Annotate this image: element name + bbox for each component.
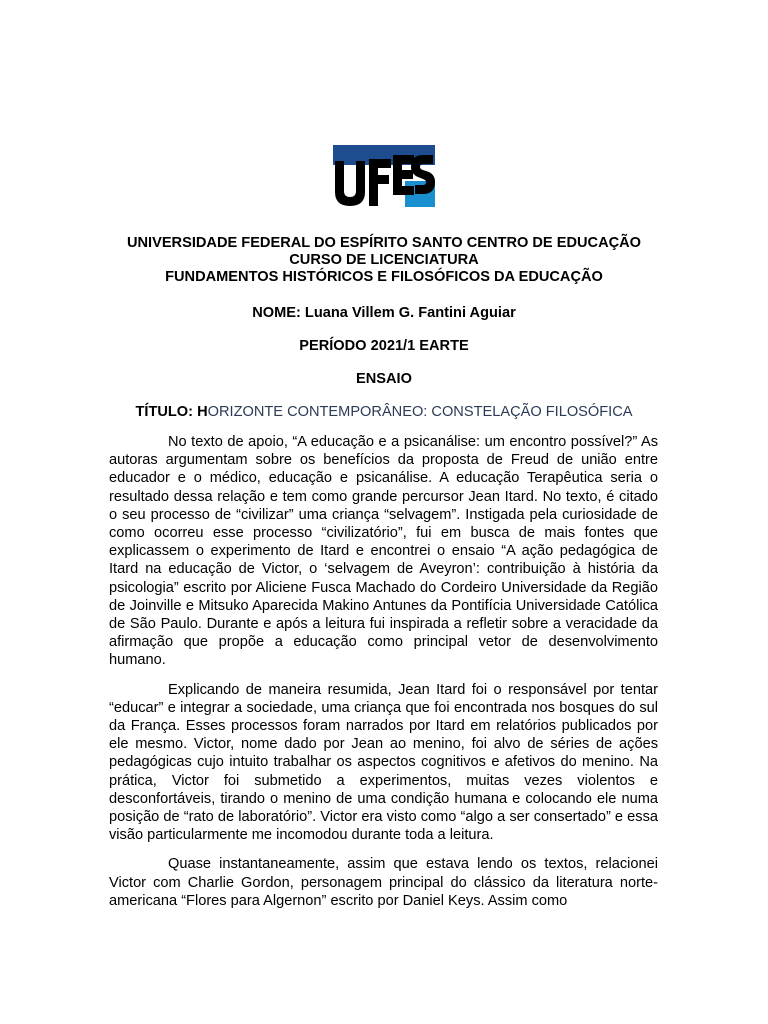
paragraph: No texto de apoio, “A educação e a psicanálise: um encontro possível?” As autoras argumentam sobre os benefícios da proposta de Freud de união entre educador e o médico, educação e psicanálise. A educação Terapêutica seria o resultado dessa relação e tem como grande percursor Jean Itard. No texto, é citado o seu processo de “civilizar” uma criança “selvagem”. Instigada pela curiosidade de como ocorreu esse processo “civilizatório”, fui em busca de mais fontes que explicassem o experimento de Itard e encontrei o ensaio “A ação pedagógica de Itard na educação de Victor, o ‘selvagem de Aveyron’: contribuição à história da psicologia” escrito por Aliciene Fusca Machado do Cordeiro Universidade da Região de Joinville e Mitsuko Aparecida Makino Antunes da Pontifícia Universidade Católica de São Paulo. Durante e após a leitura fui inspirada a refletir sobre a veracidade da afirmação que propõe a educação como principal vetor de desenvolvimento humano.	[109, 434, 658, 669]
document-type: ENSAIO	[356, 371, 412, 387]
title-label: TÍTULO: H	[135, 404, 208, 420]
essay-body	[109, 433, 658, 921]
course-name: CURSO DE LICENCIATURA	[289, 252, 479, 268]
student-name: NOME: Luana Villem G. Fantini Aguiar	[252, 305, 516, 321]
essay-title	[100, 404, 668, 421]
ufes-logo	[333, 145, 435, 207]
institution-name: UNIVERSIDADE FEDERAL DO ESPÍRITO SANTO CENTRO DE EDUCAÇÃO	[126, 235, 642, 251]
institution-header	[100, 235, 668, 286]
title-text: ORIZONTE CONTEMPORÂNEO: CONSTELAÇÃO FILOSÓFICA	[207, 404, 633, 420]
subject-name: FUNDAMENTOS HISTÓRICOS E FILOSÓFICOS DA EDUCAÇÃO	[165, 269, 603, 285]
paragraph: Explicando de maneira resumida, Jean Itard foi o responsável por tentar “educar” e integrar a sociedade, uma criança que foi encontrada nos bosques do sul da França. Esses processos foram narrados por Itard em relatórios publicados por ele mesmo. Victor, nome dado por Jean ao menino, foi alvo de séries de ações pedagógicas cujo intuito trabalhar os aspectos cognitivos e afetivos do menino. Na prática, Victor foi submetido a experimentos, muitas vezes violentos e desconfortáveis, tirando o menino de uma condição humana e colocando ele numa posição de “rato de laboratório”. Victor era visto como “algo a ser consertado” e essa visão particularmente me incomodou durante toda a leitura.	[109, 681, 658, 844]
ufes-logo-graphic	[333, 145, 435, 207]
paragraph: Quase instantaneamente, assim que estava lendo os textos, relacionei Victor com Charlie Gordon, personagem principal do clássico da literatura norte-americana “Flores para Algernon” escrito por Daniel Keys. Assim como	[109, 856, 658, 909]
period-label: PERÍODO 2021/1 EARTE	[299, 338, 469, 354]
